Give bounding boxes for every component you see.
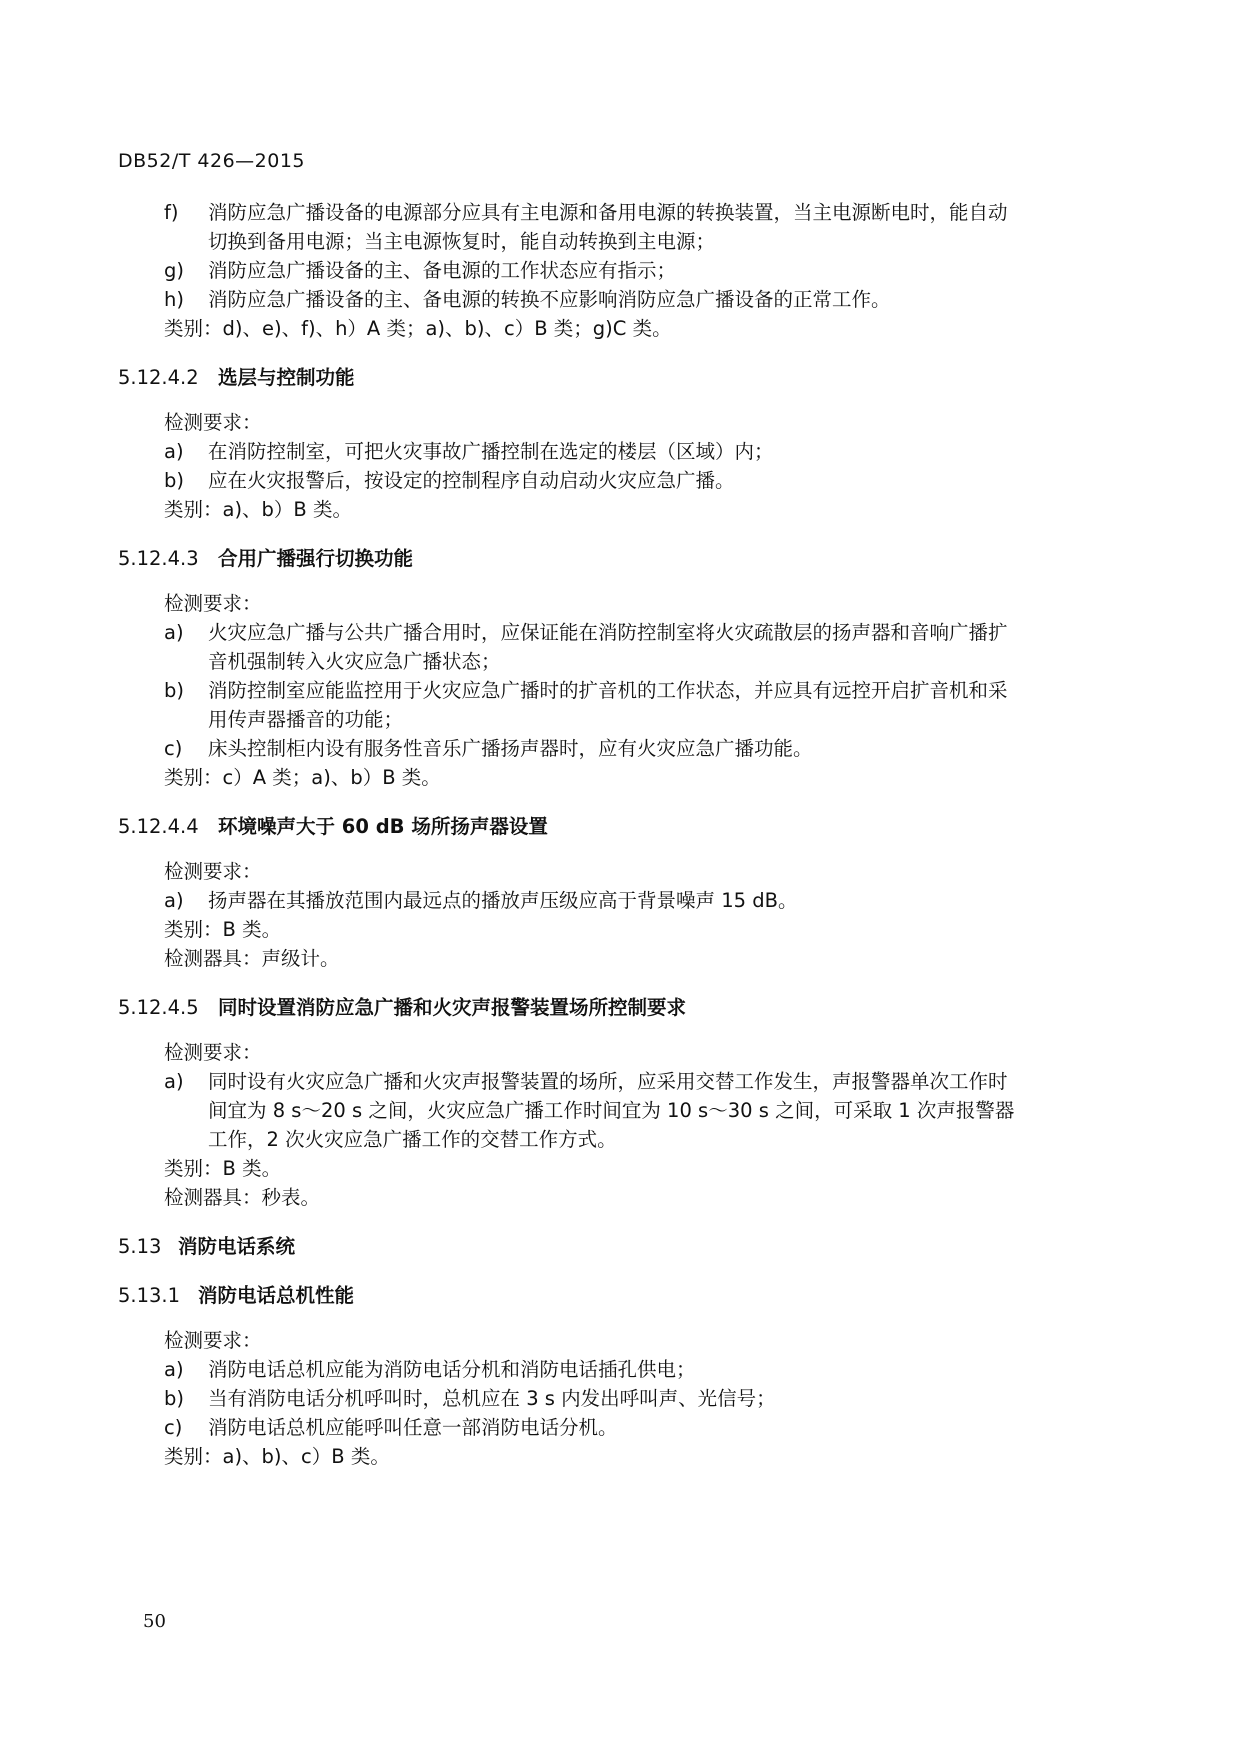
requirements-intro: 检测要求： [164, 592, 262, 615]
requirements-intro: 检测要求： [164, 1329, 262, 1352]
section-title: 消防电话总机性能 [198, 1284, 355, 1307]
list-item-marker: h) [164, 288, 184, 311]
section-note: 类别：B 类。 [164, 918, 282, 941]
list-item-marker: a) [164, 889, 184, 912]
section-number: 5.13.1 [118, 1284, 181, 1307]
list-item-line [0, 1067, 1241, 1096]
section-note: 检测器具：秒表。 [164, 1186, 321, 1209]
list-item-marker: f) [164, 201, 179, 224]
list-item-text-continued: 音机强制转入火灾应急广播状态； [208, 650, 501, 673]
spacer [0, 973, 1241, 993]
spacer [0, 792, 1241, 812]
list-item-text: 火灾应急广播与公共广播合用时，应保证能在消防控制室将火灾疏散层的扬声器和音响广播扩 [208, 621, 1008, 644]
list-item-text: 床头控制柜内设有服务性音乐广播扬声器时，应有火灾应急广播功能。 [208, 737, 813, 760]
list-item-text-continued: 工作，2 次火灾应急广播工作的交替工作方式。 [208, 1128, 617, 1151]
section-heading [0, 363, 1241, 392]
list-item-marker: a) [164, 440, 184, 463]
list-item-text: 扬声器在其播放范围内最远点的播放声压级应高于背景噪声 15 dB。 [208, 889, 798, 912]
list-item-marker: b) [164, 679, 184, 702]
list-item-marker: b) [164, 469, 184, 492]
section-note: 类别：c）A 类；a)、b）B 类。 [164, 766, 441, 789]
list-item-marker: g) [164, 259, 184, 282]
list-item-line [0, 734, 1241, 763]
list-item-text-continued: 用传声器播音的功能； [208, 708, 404, 731]
section-heading [0, 544, 1241, 573]
list-item-marker: b) [164, 1387, 184, 1410]
spacer [0, 1310, 1241, 1326]
list-item-line [0, 285, 1241, 314]
spacer [0, 841, 1241, 857]
requirements-intro: 检测要求： [164, 411, 262, 434]
section-heading [0, 993, 1241, 1022]
spacer [0, 1022, 1241, 1038]
spacer [0, 573, 1241, 589]
section-number: 5.12.4.3 [118, 547, 199, 570]
list-item-marker: c) [164, 737, 183, 760]
list-item-text-continued: 间宜为 8 s～20 s 之间，火灾应急广播工作时间宜为 10 s～30 s 之间，可采取 1 次声报警器 [208, 1099, 1015, 1122]
list-item-line [0, 618, 1241, 647]
list-item-line [0, 1384, 1241, 1413]
list-item-text: 当有消防电话分机呼叫时，总机应在 3 s 内发出呼叫声、光信号； [208, 1387, 776, 1410]
list-item-text: 消防应急广播设备的主、备电源的工作状态应有指示； [208, 259, 677, 282]
section-heading [0, 1281, 1241, 1310]
list-item-line [0, 886, 1241, 915]
section-note: 检测器具：声级计。 [164, 947, 340, 970]
list-item-line [0, 1355, 1241, 1384]
requirements-intro: 检测要求： [164, 860, 262, 883]
requirements-intro: 检测要求： [164, 1041, 262, 1064]
list-item-marker: c) [164, 1416, 183, 1439]
section-number: 5.12.4.4 [118, 815, 199, 838]
list-item-line [0, 705, 1241, 734]
spacer [0, 1212, 1241, 1232]
section-title: 合用广播强行切换功能 [218, 547, 414, 570]
section-note: 类别：B 类。 [164, 1157, 282, 1180]
section-number: 5.13 [118, 1235, 162, 1258]
list-item-line [0, 227, 1241, 256]
list-item-line [0, 466, 1241, 495]
list-item-text: 消防电话总机应能呼叫任意一部消防电话分机。 [208, 1416, 618, 1439]
list-item-text: 消防应急广播设备的主、备电源的转换不应影响消防应急广播设备的正常工作。 [208, 288, 891, 311]
list-item-text: 同时设有火灾应急广播和火灾声报警装置的场所，应采用交替工作发生，声报警器单次工作时 [208, 1070, 1008, 1093]
list-item-text: 应在火灾报警后，按设定的控制程序自动启动火灾应急广播。 [208, 469, 735, 492]
document-code: DB52/T 426—2015 [118, 150, 306, 172]
list-item-line [0, 676, 1241, 705]
section-heading [0, 812, 1241, 841]
section-heading [0, 1232, 1241, 1261]
spacer [0, 1261, 1241, 1281]
section-title: 环境噪声大于 60 dB 场所扬声器设置 [218, 815, 548, 838]
category-line: 类别：d)、e)、f)、h）A 类；a)、b)、c）B 类；g)C 类。 [164, 317, 672, 340]
list-item-line [0, 1096, 1241, 1125]
section-note: 类别：a)、b)、c）B 类。 [164, 1445, 390, 1468]
section-number: 5.12.4.2 [118, 366, 199, 389]
section-title: 消防电话系统 [178, 1235, 296, 1258]
section-number: 5.12.4.5 [118, 996, 199, 1019]
list-item-line [0, 1125, 1241, 1154]
list-item-marker: a) [164, 621, 184, 644]
section-note: 类别：a)、b）B 类。 [164, 498, 353, 521]
list-item-line [0, 198, 1241, 227]
list-item-marker: a) [164, 1358, 184, 1381]
section-title: 选层与控制功能 [218, 366, 355, 389]
spacer [0, 392, 1241, 408]
list-item-marker: a) [164, 1070, 184, 1093]
section-title: 同时设置消防应急广播和火灾声报警装置场所控制要求 [218, 996, 687, 1019]
list-item-text: 在消防控制室，可把火灾事故广播控制在选定的楼层（区域）内； [208, 440, 774, 463]
list-item-line [0, 647, 1241, 676]
list-item-text: 消防应急广播设备的电源部分应具有主电源和备用电源的转换装置，当主电源断电时，能自动 [208, 201, 1008, 224]
list-item-line [0, 1413, 1241, 1442]
page-number: 50 [143, 1611, 166, 1632]
list-item-line [0, 437, 1241, 466]
list-item-text-continued: 切换到备用电源；当主电源恢复时，能自动转换到主电源； [208, 230, 716, 253]
spacer [0, 343, 1241, 363]
list-item-text: 消防控制室应能监控用于火灾应急广播时的扩音机的工作状态，并应具有远控开启扩音机和采 [208, 679, 1008, 702]
list-item-line [0, 256, 1241, 285]
list-item-text: 消防电话总机应能为消防电话分机和消防电话插孔供电； [208, 1358, 696, 1381]
spacer [0, 524, 1241, 544]
document-body [0, 198, 1241, 1471]
